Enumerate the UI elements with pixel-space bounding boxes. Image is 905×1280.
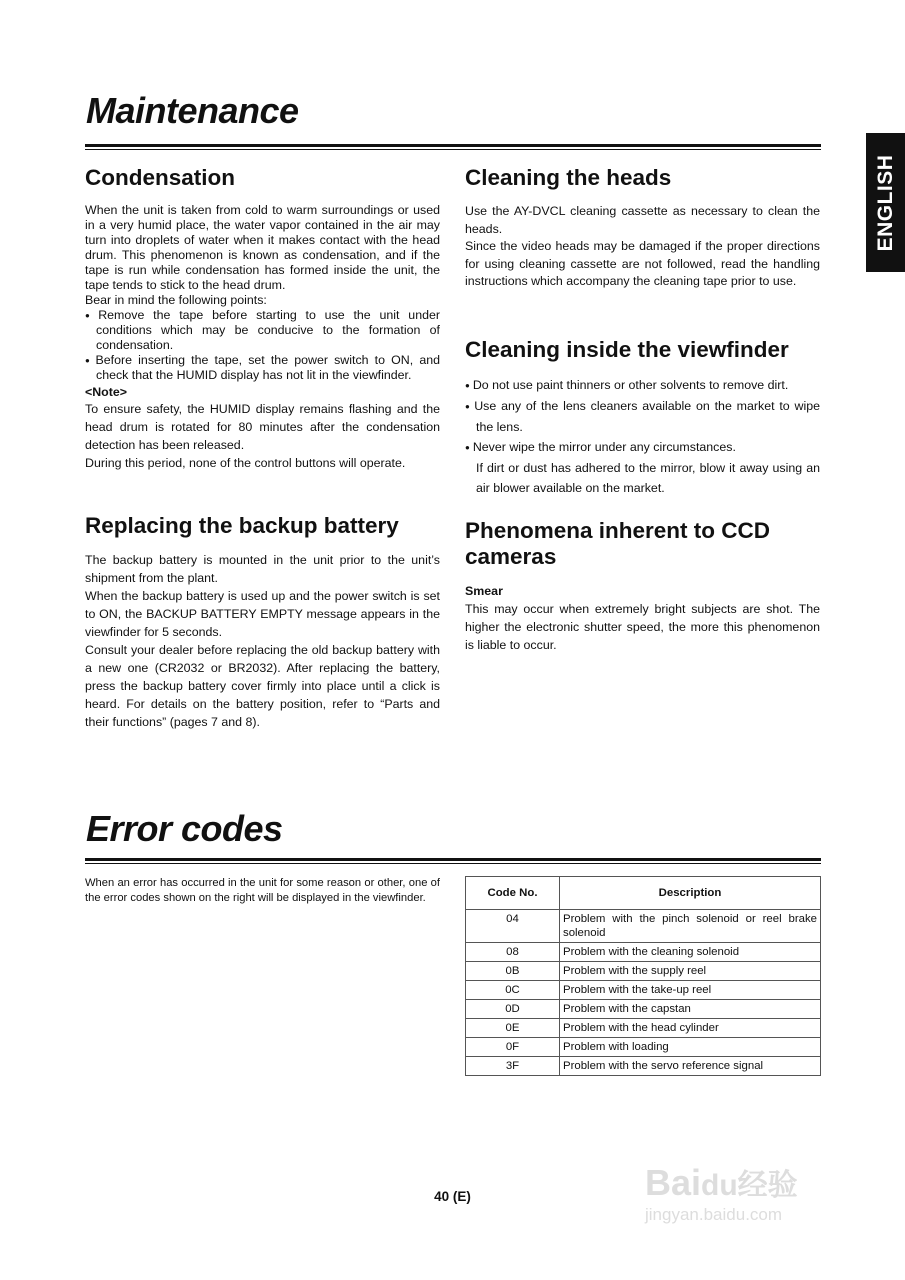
error-codes-title: Error codes xyxy=(86,808,283,849)
error-description: Problem with the cleaning solenoid xyxy=(560,943,821,962)
table-row xyxy=(466,943,821,962)
error-intro xyxy=(85,876,440,905)
battery-heading: Replacing the backup battery xyxy=(85,513,399,538)
paragraph: The backup battery is mounted in the unit prior to the unit’s shipment from the plant. xyxy=(85,553,440,585)
viewfinder-section xyxy=(465,337,820,498)
title-rule xyxy=(85,144,821,147)
page-number: 40 (E) xyxy=(434,1189,471,1204)
error-code: 0B xyxy=(466,962,560,981)
paragraph: Use the AY-DVCL cleaning cassette as necessary to clean the heads. xyxy=(465,204,820,236)
language-tab xyxy=(866,133,905,272)
ccd-section xyxy=(465,518,820,654)
heads-section xyxy=(465,165,820,291)
note-label: <Note> xyxy=(85,385,128,399)
error-code: 04 xyxy=(466,910,560,943)
table-row xyxy=(466,1019,821,1038)
title-rule-thin xyxy=(85,863,821,864)
watermark-logo: Baidu经验 jingyan.baidu.com xyxy=(645,1162,798,1224)
table-row xyxy=(466,1000,821,1019)
table-row xyxy=(466,962,821,981)
error-code: 0D xyxy=(466,1000,560,1019)
error-description: Problem with the servo reference signal xyxy=(560,1057,821,1076)
error-description: Problem with the supply reel xyxy=(560,962,821,981)
bullet-item: ● Never wipe the mirror under any circumstances. xyxy=(465,437,820,458)
bullet-item: ● Remove the tape before starting to use the unit under conditions which may be conducive to the formation of condensation. xyxy=(85,308,440,353)
paragraph: When the unit is taken from cold to warm surroundings or used in a very humid place, the water vapor contained in the air may turn into droplets of water when it makes contact with the head drum. This phenomenon is known as condensation, and if the tape is run while condensation has formed inside the unit, the tape tends to stick to the head drum. xyxy=(85,203,440,292)
title-rule xyxy=(85,858,821,861)
condensation-heading: Condensation xyxy=(85,165,235,190)
paragraph: When an error has occurred in the unit for some reason or other, one of the error codes shown on the right will be displayed in the viewfinder. xyxy=(85,877,440,904)
language-tab-label: ENGLISH xyxy=(873,154,897,251)
error-code: 0E xyxy=(466,1019,560,1038)
error-description: Problem with the pinch solenoid or reel brake solenoid xyxy=(560,910,821,943)
paragraph: When the backup battery is used up and the power switch is set to ON, the BACKUP BATTERY EMPTY message appears in the viewfinder for 5 seconds. xyxy=(85,589,440,639)
bullet-item: ● Do not use paint thinners or other solvents to remove dirt. xyxy=(465,375,820,396)
error-description: Problem with the capstan xyxy=(560,1000,821,1019)
error-description: Problem with loading xyxy=(560,1038,821,1057)
table-row xyxy=(466,910,821,943)
paragraph: If dirt or dust has adhered to the mirror, blow it away using an air blower available on the market. xyxy=(476,461,820,495)
battery-section xyxy=(85,513,440,731)
heads-heading: Cleaning the heads xyxy=(465,165,672,190)
page-title: Maintenance xyxy=(86,90,299,131)
paragraph: Bear in mind the following points: xyxy=(85,293,267,307)
smear-subheading: Smear xyxy=(465,584,503,598)
paragraph: Consult your dealer before replacing the old backup battery with a new one (CR2032 or BR2032). After replacing the battery, press the backup battery cover firmly into place until a click is heard. For details on the battery position, refer to “Parts and their functions” (pages 7 and 8). xyxy=(85,643,440,729)
paragraph: During this period, none of the control buttons will operate. xyxy=(85,456,406,470)
table-row xyxy=(466,981,821,1000)
bullet-item: ● Use any of the lens cleaners available on the market to wipe the lens. xyxy=(465,396,820,437)
paragraph: This may occur when extremely bright subjects are shot. The higher the electronic shutter speed, the more this phenomenon is liable to occur. xyxy=(465,602,820,652)
viewfinder-heading: Cleaning inside the viewfinder xyxy=(465,337,789,362)
error-description: Problem with the take-up reel xyxy=(560,981,821,1000)
table-row xyxy=(466,1057,821,1076)
error-code: 3F xyxy=(466,1057,560,1076)
column-header: Description xyxy=(560,877,821,910)
table-row xyxy=(466,1038,821,1057)
paragraph: To ensure safety, the HUMID display remains flashing and the head drum is rotated for 80 minutes after the condensation detection has been released. xyxy=(85,402,440,452)
title-rule-thin xyxy=(85,149,821,150)
ccd-heading: Phenomena inherent to CCD cameras xyxy=(465,518,771,569)
bullet-item: ● Before inserting the tape, set the power switch to ON, and check that the HUMID display has not lit in the viewfinder. xyxy=(85,353,440,383)
paragraph: Since the video heads may be damaged if the proper directions for using cleaning cassette are not followed, read the handling instructions which accompany the cleaning tape prior to use. xyxy=(465,239,820,288)
error-code: 08 xyxy=(466,943,560,962)
column-header: Code No. xyxy=(466,877,560,910)
error-description: Problem with the head cylinder xyxy=(560,1019,821,1038)
error-code-table xyxy=(465,876,821,1076)
error-code: 0C xyxy=(466,981,560,1000)
condensation-section xyxy=(85,165,440,472)
error-code: 0F xyxy=(466,1038,560,1057)
